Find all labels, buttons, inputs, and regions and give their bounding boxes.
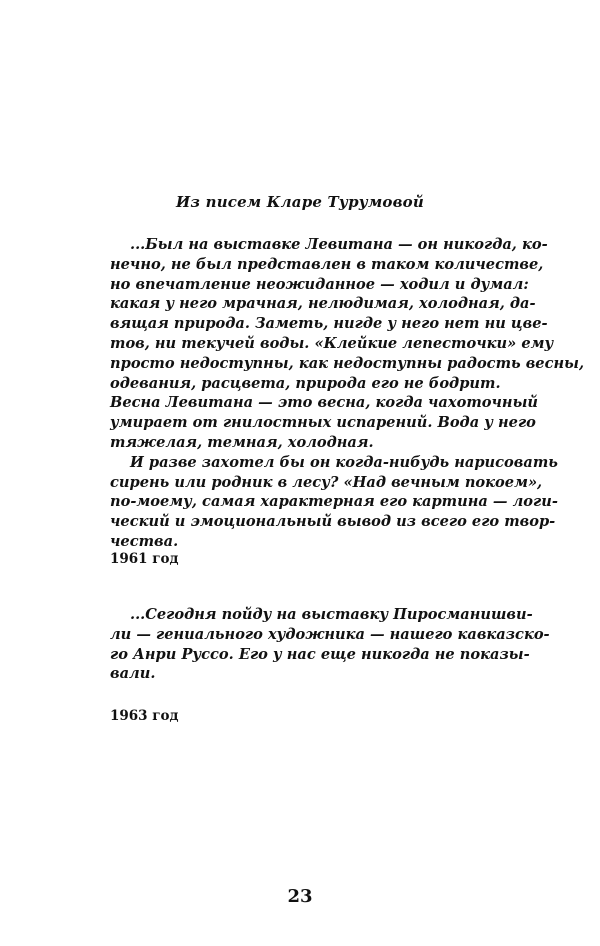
text-line: сирень или родник в лесу? «Над вечным покоем»,: [110, 473, 543, 491]
text-line: умирает от гнилостных испарений. Вода у него: [110, 414, 536, 432]
text-line: вящая природа. Заметь, нигде у него нет ни цве-: [110, 315, 548, 333]
text-line: но впечатление неожиданное — ходил и думал:: [110, 275, 529, 293]
page-number: 23: [287, 886, 313, 907]
text-line: ли — гениального художника — нашего кавказско-: [110, 625, 550, 643]
text-line: чества.: [110, 532, 179, 550]
text-line: ...Был на выставке Левитана — он никогда, ко-: [130, 236, 548, 253]
text-line: одевания, расцвета, природа его не бодрит.: [110, 374, 501, 392]
text-line: ...Сегодня пойду на выставку Пиросманишви-: [130, 606, 533, 623]
text-line: вали.: [110, 665, 156, 683]
date-line-1963: 1963 год: [110, 708, 179, 724]
text-line: Весна Левитана — это весна, когда чахоточный: [110, 394, 539, 412]
text-line: по-моему, самая характерная его картина — логи-: [110, 493, 558, 511]
text-line: нечно, не был представлен в таком количестве,: [110, 255, 544, 273]
text-line: просто недоступны, как недоступны радость весны,: [110, 354, 585, 372]
text-line: какая у него мрачная, нелюдимая, холодная, да-: [110, 295, 536, 313]
date-line-1961: 1961 год: [110, 551, 179, 567]
text-line: ческий и эмоциональный вывод из всего его твор-: [110, 513, 556, 531]
text-line: тяжелая, темная, холодная.: [110, 433, 374, 451]
text-line: тов, ни текучей воды. «Клейкие лепесточки» ему: [110, 334, 554, 352]
letter-excerpt-1: [110, 235, 585, 552]
letter-excerpt-2: [110, 605, 550, 684]
text-line: И разве захотел бы он когда-нибудь нарисовать: [130, 453, 558, 471]
text-line: го Анри Руссо. Его у нас еще никогда не показы-: [110, 645, 530, 663]
section-heading: Из писем Кларе Турумовой: [176, 193, 424, 211]
